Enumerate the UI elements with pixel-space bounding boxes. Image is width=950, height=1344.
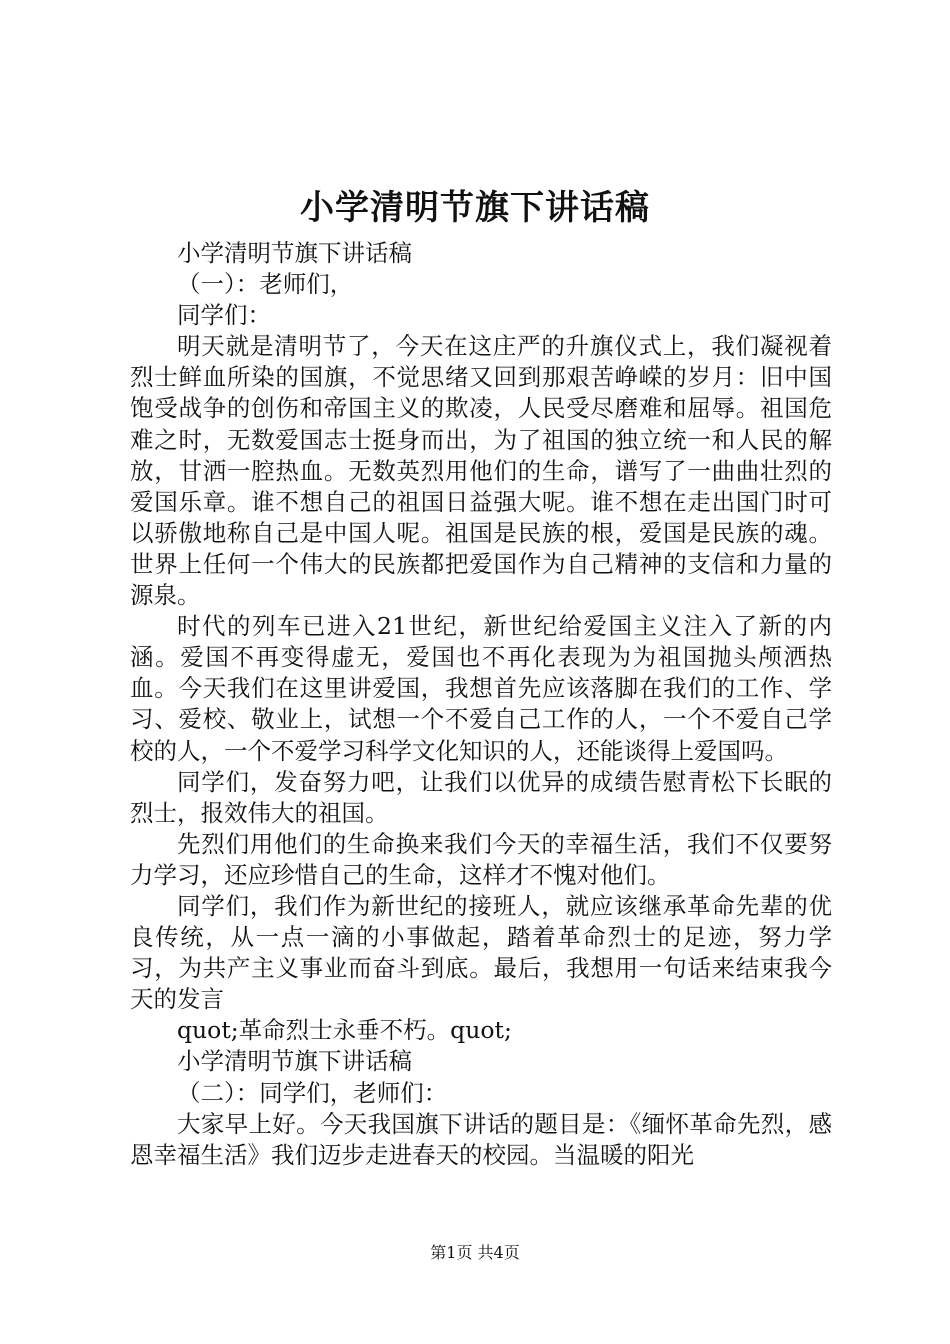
paragraph: 小学清明节旗下讲话稿 [177, 239, 412, 267]
paragraph: （二）：同学们，老师们： [177, 1078, 448, 1107]
paragraph: 大家早上好。今天我国旗下讲话的题目是：《缅怀革命先烈，感恩幸福生活》我们迈步走进春天的校园。当温暖的阳光 [130, 1109, 832, 1169]
paragraph: 小学清明节旗下讲话稿 [177, 1047, 412, 1076]
paragraph: 时代的列车已进入21世纪，新世纪给爱国主义注入了新的内涵。爱国不再变得虚无，爱国也不再化表现为为祖国抛头颅洒热血。今天我们在这里讲爱国，我想首先应该落脚在我们的工作、学习、爱校、敬业上，试想一个不爱自己工作的人，一个不爱自己学校的人，一个不爱学习科学文化知识的人，还能谈得上爱国吗。 [130, 612, 832, 765]
paragraph: 同学们： [177, 301, 271, 330]
paragraph: 同学们，我们作为新世纪的接班人，就应该继承革命先辈的优良传统，从一点一滴的小事做起，踏着革命烈士的足迹，努力学习，为共产主义事业而奋斗到底。最后，我想用一句话来结束我今天的发言 [130, 891, 832, 1014]
page-footer: 第1页 共4页 [430, 1243, 520, 1262]
document-body [130, 238, 832, 1171]
paragraph: 明天就是清明节了，今天在这庄严的升旗仪式上，我们凝视着烈士鲜血所染的国旗，不觉思绪又回到那艰苦峥嵘的岁月：旧中国饱受战争的创伤和帝国主义的欺凌，人民受尽磨难和屈辱。祖国危难之时，无数爱国志士挺身而出，为了祖国的独立统一和人民的解放，甘洒一腔热血。无数英烈用他们的生命，谱写了一曲曲壮烈的爱国乐章。谁不想自己的祖国日益强大呢。谁不想在走出国门时可以骄傲地称自己是中国人呢。祖国是民族的根，爱国是民族的魂。世界上任何一个伟大的民族都把爱国作为自己精神的支信和力量的源泉。 [130, 332, 832, 610]
paragraph: 先烈们用他们的生命换来我们今天的幸福生活，我们不仅要努力学习，还应珍惜自己的生命，这样才不愧对他们。 [130, 829, 832, 889]
paragraph: （一）：老师们， [177, 270, 354, 299]
document-title: 小学清明节旗下讲话稿 [300, 188, 650, 228]
paragraph: 同学们，发奋努力吧，让我们以优异的成绩告慰青松下长眠的烈士，报效伟大的祖国。 [130, 767, 832, 827]
paragraph: quot;革命烈士永垂不朽。quot; [177, 1016, 512, 1045]
